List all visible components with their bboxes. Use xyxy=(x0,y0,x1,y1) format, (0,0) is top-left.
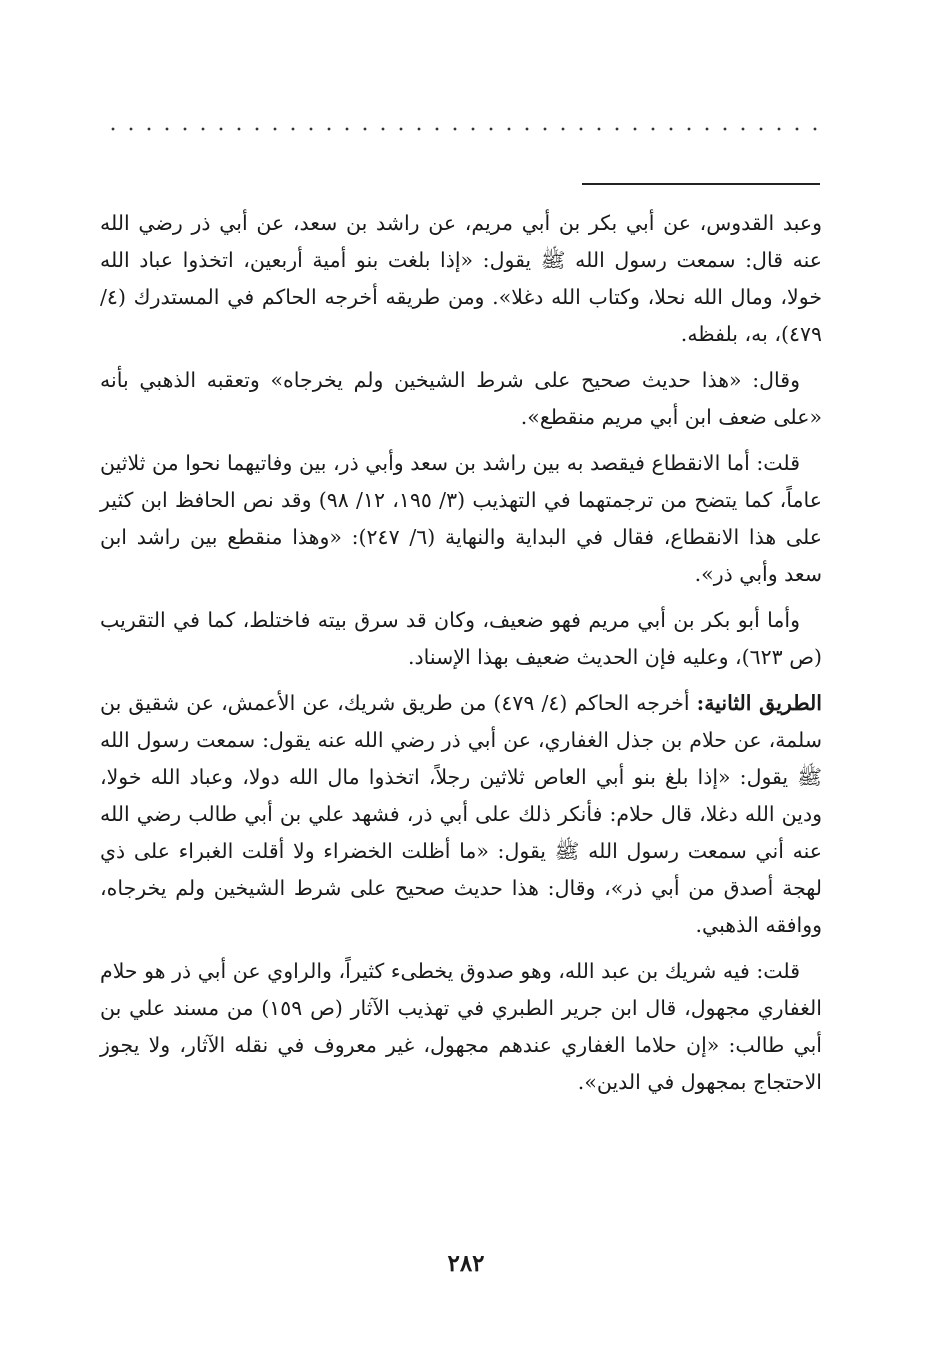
paragraph-1: وعبد القدوس، عن أبي بكر بن أبي مريم، عن راشد بن سعد، عن أبي ذر رضي الله عنه قال: سمعت رسول الله ﷺ يقول: «إذا بلغت بنو أمية أربعين، اتخذوا عباد الله خولا، ومال الله نحلا، وكتاب الله دغلا». ومن طريقه أخرجه الحاكم في المستدرك (٤/ ٤٧٩)، به، بلفظه. xyxy=(100,211,822,346)
page-number: ٢٨٢ xyxy=(447,1250,485,1277)
paragraph-4: وأما أبو بكر بن أبي مريم فهو ضعيف، وكان قد سرق بيته فاختلط، كما في التقريب (ص ٦٢٣)، وعليه فإن الحديث ضعيف بهذا الإسناد. xyxy=(100,608,822,669)
paragraph-final: قلت: فيه شريك بن عبد الله، وهو صدوق يخطىء كثيراً، والراوي عن أبي ذر هو حلام الغفاري مجهول، قال ابن جرير الطبري في تهذيب الآثار (ص ١٥٩) من مسند علي بن أبي طالب: «إن حلاما الغفاري عندهم مجهول، غير معروف في نقله الآثار، ولا يجوز الاحتجاج بمجهول في الدين». xyxy=(100,959,822,1094)
second-path-heading: الطريق الثانية: xyxy=(696,691,822,715)
paragraph-2: وقال: «هذا حديث صحيح على شرط الشيخين ولم يخرجاه» وتعقبه الذهبي بأنه «على ضعف ابن أبي مريم منقطع». xyxy=(100,368,822,429)
second-path-body: أخرجه الحاكم (٤/ ٤٧٩) من طريق شريك، عن الأعمش، عن شقيق بن سلمة، عن حلام بن جذل الغفاري، عن أبي ذر رضي الله عنه يقول: سمعت رسول الله ﷺ يقول: «إذا بلغ بنو أبي العاص ثلاثين رجلاً، اتخذوا مال الله دولا، وعباد الله خولا، ودين الله دغلا، قال حلام: فأنكر ذلك على أبي ذر، فشهد علي بن أبي طالب رضي الله عنه أني سمعت رسول الله ﷺ يقول: «ما أظلت الخضراء ولا أقلت الغبراء على ذي لهجة أصدق من أبي ذر»، وقال: هذا حديث صحيح على شرط الشيخين ولم يخرجاه، ووافقه الذهبي. xyxy=(100,691,822,937)
footnote-rule xyxy=(582,183,820,185)
dotted-separator xyxy=(104,124,818,134)
body-text xyxy=(100,205,822,1110)
paragraph-3: قلت: أما الانقطاع فيقصد به بين راشد بن سعد وأبي ذر، بين وفاتيهما نحوا من ثلاثين عاماً، كما يتضح من ترجمتهما في التهذيب (٣/ ١٩٥، ١٢/ ٩٨) وقد نص الحافظ ابن كثير على هذا الانقطاع، فقال في البداية والنهاية (٦/ ٢٤٧): «وهذا منقطع بين راشد ابن سعد وأبي ذر». xyxy=(100,451,822,586)
paragraph-second-path xyxy=(100,685,822,944)
